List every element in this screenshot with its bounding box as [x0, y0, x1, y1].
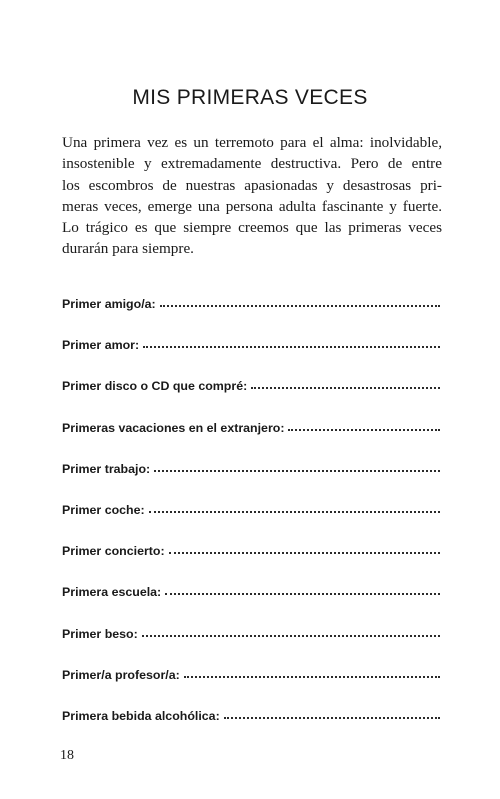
field-label: Primer disco o CD que compré: [62, 379, 248, 394]
fill-in-field [62, 338, 440, 379]
field-label: Primer trabajo: [62, 461, 151, 476]
fill-in-field [62, 297, 440, 338]
field-label: Primer beso: [62, 626, 138, 641]
dotted-answer-line [184, 674, 440, 678]
intro-line: meras veces, emerge una persona adulta fascinante y fuerte. [62, 197, 442, 215]
fill-in-list [62, 297, 440, 750]
dotted-answer-line [224, 715, 440, 719]
intro-line: durarán para siempre. [62, 240, 194, 258]
intro-line: Lo trágico es que siempre creemos que las primeras veces [62, 219, 442, 237]
dotted-answer-line [142, 633, 440, 637]
field-label: Primer/a profesor/a: [62, 667, 180, 682]
dotted-answer-line [169, 550, 440, 554]
field-label: Primer amigo/a: [62, 297, 156, 311]
intro-line: Una primera vez es un terremoto para el alma: inolvidable, [62, 134, 442, 151]
intro-line: insostenible y extremadamente destructiva. Pero de entre [62, 155, 442, 173]
dotted-answer-line [149, 509, 440, 513]
fill-in-field [62, 379, 440, 420]
field-label: Primer amor: [62, 338, 140, 353]
intro-paragraph [62, 132, 442, 260]
fill-in-field [62, 421, 440, 462]
field-label: Primera bebida alcohólica: [62, 708, 220, 723]
dotted-answer-line [143, 344, 440, 348]
page-title: MIS PRIMERAS VECES [132, 86, 368, 109]
dotted-answer-line [154, 468, 440, 472]
page-number: 18 [60, 748, 74, 763]
dotted-answer-line [165, 591, 440, 595]
field-label: Primer concierto: [62, 544, 165, 559]
field-label: Primeras vacaciones en el extranjero: [62, 420, 285, 435]
fill-in-field [62, 585, 440, 626]
field-label: Primer coche: [62, 502, 145, 517]
fill-in-field [62, 709, 440, 750]
intro-line: los escombros de nuestras apasionadas y desastrosas pri- [62, 176, 442, 194]
fill-in-field [62, 503, 440, 544]
fill-in-field [62, 462, 440, 503]
fill-in-field [62, 668, 440, 709]
dotted-answer-line [288, 427, 440, 431]
dotted-answer-line [251, 385, 440, 389]
dotted-answer-line [160, 303, 440, 307]
field-label: Primera escuela: [62, 585, 162, 600]
fill-in-field [62, 544, 440, 585]
fill-in-field [62, 627, 440, 668]
